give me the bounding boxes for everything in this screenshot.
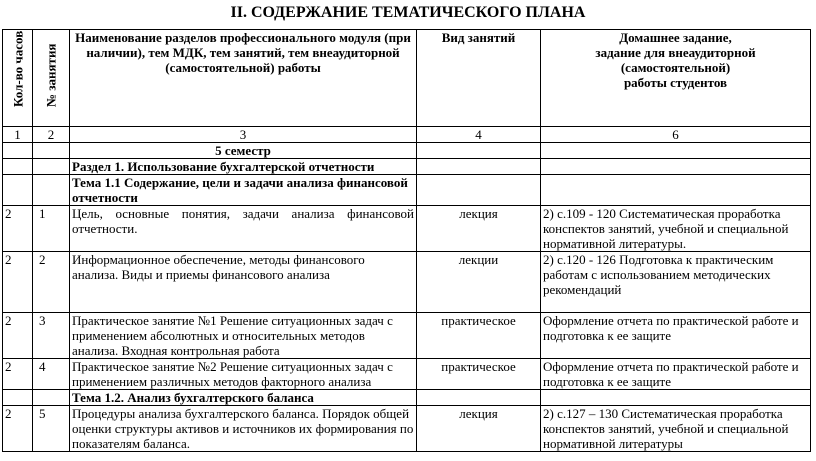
row-type: практическое (417, 313, 541, 359)
topic-title: Тема 1.1 Содержание, цели и задачи анализа финансовой отчетности (70, 175, 417, 206)
section-title: Раздел 1. Использование бухгалтерской отчетности (70, 159, 417, 175)
row-number: 1 (33, 206, 70, 252)
semester-label: 5 семестр (70, 143, 417, 159)
row-homework: Оформление отчета по практической работе и подготовка к ее защите (541, 313, 811, 359)
row-number: 2 (33, 252, 70, 313)
header-type: Вид занятий (417, 30, 541, 127)
header-lesson-no-label: № занятия (43, 43, 59, 107)
row-type: лекция (417, 206, 541, 252)
row-number: 5 (33, 406, 70, 452)
header-homework-line3: (самостоятельной) (620, 60, 731, 75)
row-name: Процедуры анализа бухгалтерского баланса. Порядок общей оценки структуры активов и источников их формирования по показателям баланса. (70, 406, 417, 452)
row-homework: Оформление отчета по практической работе и подготовка к ее защите (541, 359, 811, 390)
header-homework-line4: работы студентов (623, 75, 728, 90)
row-number: 4 (33, 359, 70, 390)
header-homework (541, 30, 811, 127)
row-homework: 2) с.127 – 130 Систематическая проработка конспектов занятий, учебной и специальной нормативной литературы (541, 406, 811, 452)
column-number-row (3, 127, 811, 143)
semester-row (3, 143, 811, 159)
section-row (3, 159, 811, 175)
row-hours: 2 (3, 252, 33, 313)
row-homework: 2) с.120 - 126 Подготовка к практическим работам с использованием методических рекомендаций (541, 252, 811, 313)
header-hours-label: Кол-во часов (10, 30, 25, 107)
table-row (3, 252, 811, 313)
header-homework-line2: задание для внеаудиторной (595, 45, 756, 60)
row-number: 3 (33, 313, 70, 359)
column-number: 2 (33, 127, 70, 143)
row-name: Практическое занятие №2 Решение ситуационных задач с применением различных методов факторного анализа (70, 359, 417, 390)
column-number: 1 (3, 127, 33, 143)
row-hours: 2 (3, 313, 33, 359)
topic-row (3, 390, 811, 406)
column-number: 6 (541, 127, 811, 143)
topic-title: Тема 1.2. Анализ бухгалтерского баланса (70, 390, 417, 406)
column-number: 4 (417, 127, 541, 143)
thematic-plan-table (2, 29, 811, 452)
row-type: лекция (417, 406, 541, 452)
header-lesson-no (33, 30, 70, 127)
row-hours: 2 (3, 359, 33, 390)
table-row (3, 206, 811, 252)
row-type: практическое (417, 359, 541, 390)
row-hours: 2 (3, 206, 33, 252)
header-row (3, 30, 811, 127)
header-homework-line1: Домашнее задание, (619, 30, 732, 45)
table-row (3, 359, 811, 390)
row-homework: 2) с.109 - 120 Систематическая проработка конспектов занятий, учебной и специальной нормативной литературы. (541, 206, 811, 252)
column-number: 3 (70, 127, 417, 143)
header-name: Наименование разделов профессионального модуля (при наличии), тем МДК, тем занятий, тем внеаудиторной (самостоятельной) работы (70, 30, 417, 127)
row-name: Информационное обеспечение, методы финансового анализа. Виды и приемы финансового анализа (70, 252, 417, 313)
row-name: Практическое занятие №1 Решение ситуационных задач с применением абсолютных и относительных методов анализа. Входная контрольная работа (70, 313, 417, 359)
row-name: Цель, основные понятия, задачи анализа финансовой отчетности. (70, 206, 417, 252)
table-row (3, 313, 811, 359)
row-hours: 2 (3, 406, 33, 452)
topic-row (3, 175, 811, 206)
table-row (3, 406, 811, 452)
row-type: лекции (417, 252, 541, 313)
page-title: II. СОДЕРЖАНИЕ ТЕМАТИЧЕСКОГО ПЛАНА (230, 4, 586, 21)
header-hours (3, 30, 33, 127)
